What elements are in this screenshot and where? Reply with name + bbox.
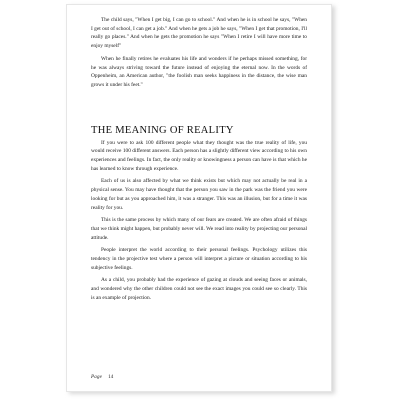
body-paragraph: When he finally retires he evaluates his life and wonders if he perhaps missed something, for he was always striving toward the future instead of enjoying the eternal now. In the words of Oppenheim, an American author, "the foolish man seeks happiness in the distance, the wise man grows it under his feet." [91,55,307,88]
page-label: Page [91,375,103,380]
page-content [91,16,307,307]
body-paragraph: People interpret the world according to their personal feelings. Psychology utilizes this tendency in the projective test where a person will interpret a picture or situation according to his subjective feelings. [91,247,307,271]
body-paragraph: If you were to ask 100 different people what they thought was the true reality of life, you would receive 100 different answers. Each person has a slightly different view according to his own experiences and feelings. In fact, the only reality or knowingness a person can have is that which he has learned to know through experience. [91,139,307,172]
body-paragraph: As a child, you probably had the experience of gazing at clouds and seeing faces or animals, and wondered why the other children could not see the exact images you could see so clearly. This is an example of projection. [91,277,307,301]
page-footer [91,375,113,380]
body-paragraph: The child says, "When I get big, I can go to school." And when he is in school he says, "When I get out of school, I can get a job." And when he gets a job he says, "When I get that promotion, I'll really go places." And when he gets the promotion he says "When I retire I will have more time to enjoy myself" [91,17,307,50]
section-heading: THE MEANING OF REALITY [91,124,234,136]
body-paragraph: This is the same process by which many of our fears are created. We are often afraid of things that we think might happen, but probably never will. We read into reality by projecting our personal attitude. [91,217,307,241]
body-paragraph: Each of us is also affected by what we think exists but which may not actually be real in a physical sense. You may have thought that the person you saw in the park was the friend you were looking for but as you approached him, it was a stranger. This was an illusion, but for a time it was reality for you. [91,178,307,211]
book-page [66,4,332,392]
page-number: 14 [108,375,114,380]
